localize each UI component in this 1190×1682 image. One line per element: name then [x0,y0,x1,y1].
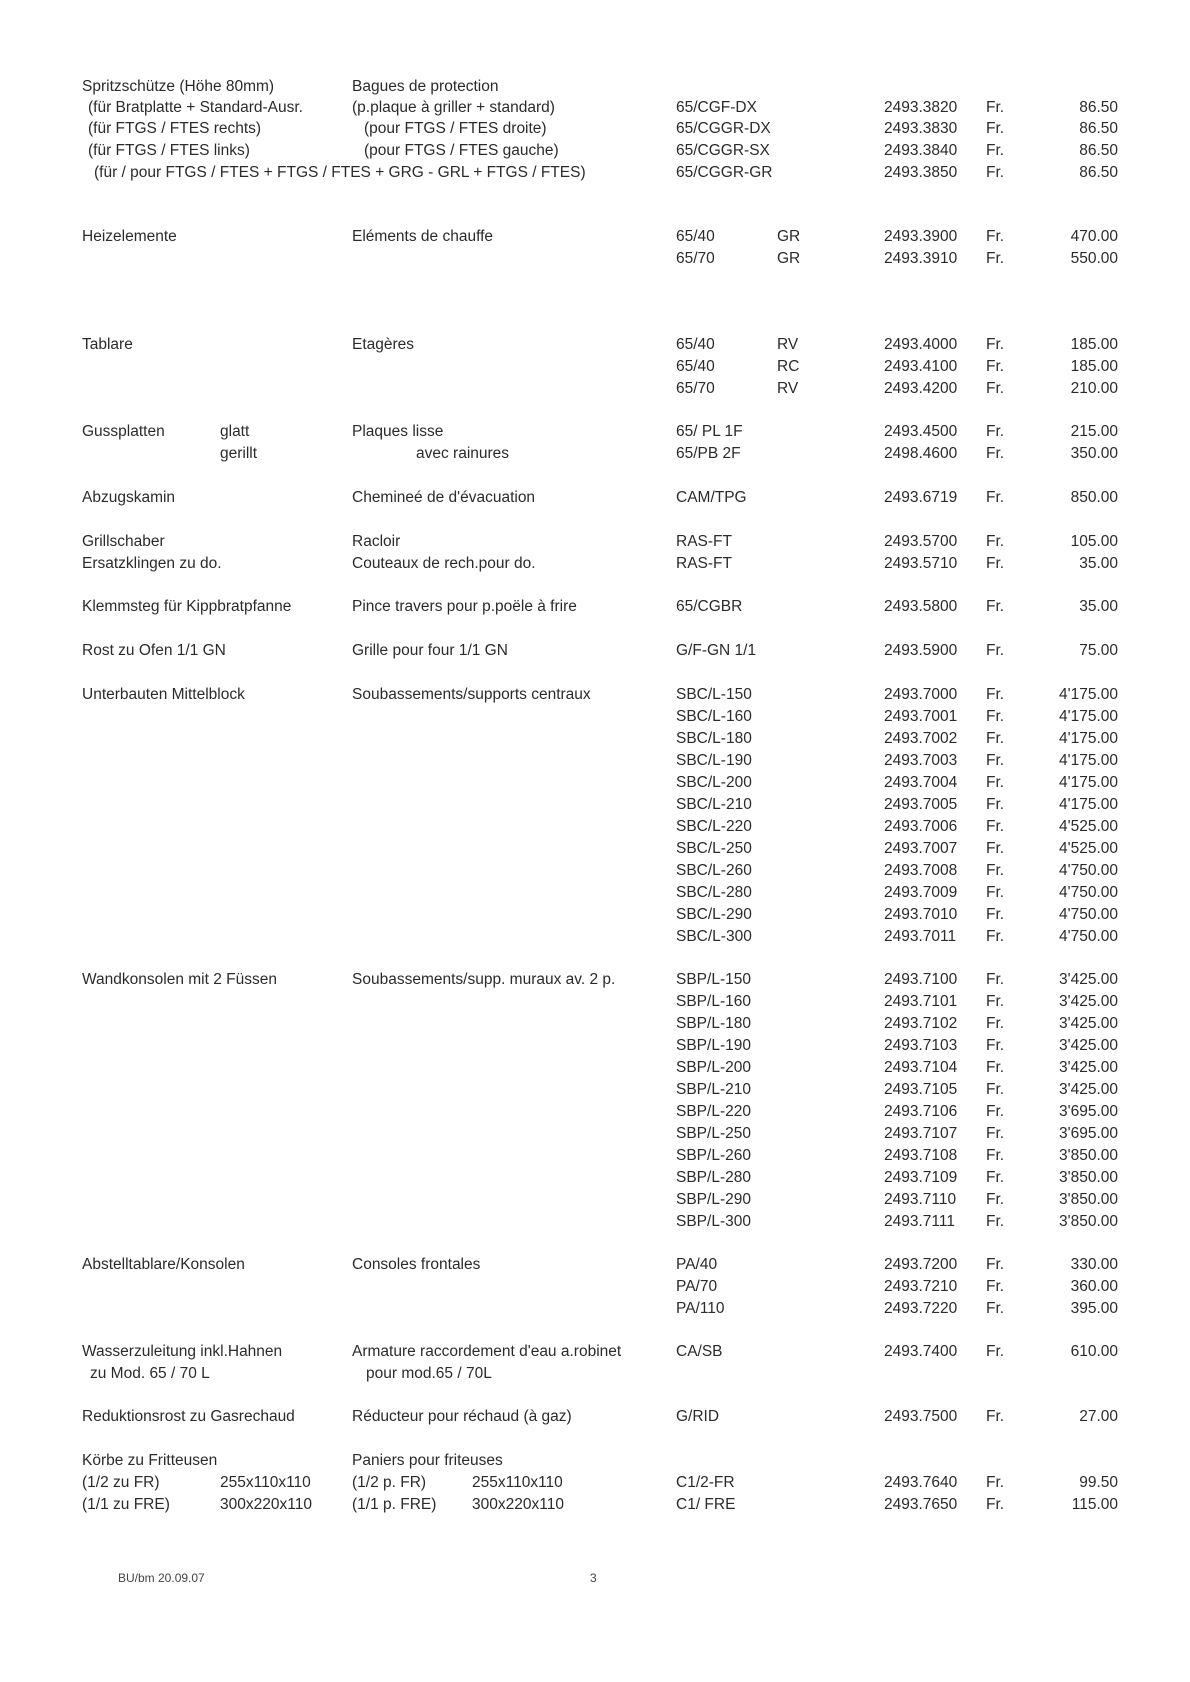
cell-cur: Fr. [986,993,1005,1010]
table-row [0,1472,1190,1494]
cell-mod: PA/70 [676,1278,718,1295]
table-row [0,1254,1190,1276]
cell-mod: SBC/L-220 [676,818,752,835]
cell-mod: SBC/L-200 [676,774,752,791]
cell-cur: Fr. [986,796,1005,813]
cell-price: 3'850.00 [1059,1213,1118,1230]
cell-mod: SBP/L-260 [676,1147,751,1164]
cell-price: 330.00 [1070,1256,1118,1273]
footer-reference: BU/bm 20.09.07 [118,1571,205,1585]
cell-cur: Fr. [986,445,1005,462]
cell-mod: SBP/L-280 [676,1169,751,1186]
cell-price: 3'425.00 [1059,1037,1118,1054]
cell-fr2: 300x220x110 [472,1496,564,1513]
table-row [0,706,1190,728]
cell-cur: Fr. [986,1300,1005,1317]
cell-price: 4'175.00 [1059,752,1118,769]
table-row [0,378,1190,400]
table-row [0,443,1190,465]
cell-art: 2493.3840 [884,142,958,159]
cell-price: 550.00 [1070,250,1118,267]
cell-mod: SBP/L-290 [676,1191,751,1208]
cell-fr2: 255x110x110 [472,1474,563,1491]
cell-var: RV [777,336,799,353]
cell-de2: 255x110x110 [220,1474,311,1491]
cell-mod: SBC/L-180 [676,730,752,747]
cell-art: 2493.7107 [884,1125,958,1142]
cell-de: Rost zu Ofen 1/1 GN [82,642,226,659]
cell-mod: SBC/L-160 [676,708,752,725]
cell-price: 4'175.00 [1059,774,1118,791]
cell-mod: 65/PB 2F [676,445,741,462]
table-row [0,248,1190,270]
cell-mod: SBC/L-280 [676,884,752,901]
cell-art: 2493.4100 [884,358,958,375]
cell-price: 99.50 [1079,1474,1118,1491]
table-row [0,1494,1190,1516]
cell-cur: Fr. [986,928,1005,945]
cell-price: 210.00 [1070,380,1118,397]
cell-mod: SBC/L-250 [676,840,752,857]
cell-de: (für FTGS / FTES links) [88,142,250,159]
cell-mod: 65/CGBR [676,598,743,615]
cell-cur: Fr. [986,555,1005,572]
cell-price: 215.00 [1070,423,1118,440]
cell-art: 2493.7103 [884,1037,958,1054]
cell-de: Grillschaber [82,533,165,550]
cell-mod: RAS-FT [676,555,732,572]
cell-art: 2493.3910 [884,250,958,267]
cell-price: 35.00 [1079,598,1118,615]
cell-price: 4'175.00 [1059,708,1118,725]
table-row [0,140,1190,162]
cell-de: Ersatzklingen zu do. [82,555,222,572]
cell-mod: G/F-GN 1/1 [676,642,757,659]
cell-cur: Fr. [986,250,1005,267]
cell-de: zu Mod. 65 / 70 L [90,1365,210,1382]
cell-price: 4'175.00 [1059,796,1118,813]
cell-fr: Etagères [352,336,415,353]
table-row [0,1079,1190,1101]
cell-mod: SBP/L-180 [676,1015,751,1032]
cell-art: 2498.4600 [884,445,958,462]
cell-cur: Fr. [986,1147,1005,1164]
cell-cur: Fr. [986,164,1005,181]
cell-price: 75.00 [1079,642,1118,659]
cell-var: GR [777,228,801,245]
cell-de: (für FTGS / FTES rechts) [88,120,262,137]
cell-art: 2493.4500 [884,423,958,440]
cell-art: 2493.7400 [884,1343,958,1360]
cell-art: 2493.7650 [884,1496,958,1513]
cell-price: 3'695.00 [1059,1103,1118,1120]
cell-de: Heizelemente [82,228,177,245]
cell-fr: Eléments de chauffe [352,228,494,245]
cell-cur: Fr. [986,533,1005,550]
cell-price: 3'850.00 [1059,1169,1118,1186]
table-row [0,1211,1190,1233]
cell-price: 115.00 [1071,1496,1118,1513]
table-row [0,118,1190,140]
cell-mod: SBP/L-220 [676,1103,751,1120]
cell-cur: Fr. [986,1103,1005,1120]
cell-art: 2493.7102 [884,1015,958,1032]
cell-mod: SBC/L-260 [676,862,752,879]
cell-cur: Fr. [986,142,1005,159]
cell-mod: SBP/L-190 [676,1037,751,1054]
cell-de: Gussplatten [82,423,165,440]
cell-cur: Fr. [986,730,1005,747]
cell-price: 470.00 [1070,228,1118,245]
cell-art: 2493.7109 [884,1169,958,1186]
table-row [0,772,1190,794]
cell-cur: Fr. [986,971,1005,988]
table-row [0,794,1190,816]
cell-mod: 65/CGGR-SX [676,142,770,159]
cell-fr: Paniers pour friteuses [352,1452,503,1469]
table-row [0,356,1190,378]
cell-cur: Fr. [986,906,1005,923]
table-row [0,991,1190,1013]
table-row [0,531,1190,553]
cell-de: Wandkonsolen mit 2 Füssen [82,971,277,988]
cell-art: 2493.7007 [884,840,958,857]
cell-fr: Bagues de protection [352,78,499,95]
cell-fr: Plaques lisse [352,423,444,440]
cell-mod: 65/CGF-DX [676,99,757,116]
table-row [0,553,1190,575]
cell-art: 2493.5900 [884,642,958,659]
cell-fr: (pour FTGS / FTES droite) [364,120,547,137]
cell-fr: Chemineé de d'évacuation [352,489,536,506]
cell-mod: SBP/L-210 [676,1081,751,1098]
cell-cur: Fr. [986,752,1005,769]
cell-cur: Fr. [986,840,1005,857]
cell-price: 360.00 [1070,1278,1118,1295]
table-row [0,1276,1190,1298]
cell-price: 27.00 [1079,1408,1118,1425]
cell-mod: SBP/L-160 [676,993,751,1010]
cell-mod: SBC/L-290 [676,906,752,923]
cell-cur: Fr. [986,1081,1005,1098]
table-row [0,1341,1190,1363]
cell-art: 2493.3900 [884,228,958,245]
cell-price: 3'850.00 [1059,1191,1118,1208]
table-row [0,1101,1190,1123]
cell-mod: SBP/L-200 [676,1059,751,1076]
cell-art: 2493.5800 [884,598,958,615]
cell-art: 2493.7100 [884,971,958,988]
cell-cur: Fr. [986,1037,1005,1054]
cell-fr: Armature raccordement d'eau a.robinet [352,1343,622,1360]
cell-price: 395.00 [1070,1300,1118,1317]
cell-var: RC [777,358,800,375]
cell-de: (1/2 zu FR) [82,1474,160,1491]
table-row [0,162,1190,184]
table-row [0,640,1190,662]
cell-art: 2493.3830 [884,120,958,137]
cell-art: 2493.7003 [884,752,958,769]
table-row [0,1167,1190,1189]
cell-art: 2493.7111 [884,1213,955,1230]
table-row [0,750,1190,772]
cell-fr: (p.plaque à griller + standard) [352,99,555,116]
table-row [0,838,1190,860]
table-row [0,1057,1190,1079]
cell-mod: 65/CGGR-GR [676,164,773,181]
cell-art: 2493.7110 [884,1191,957,1208]
cell-mod: G/RID [676,1408,720,1425]
cell-mod: 65/CGGR-DX [676,120,771,137]
table-row [0,226,1190,248]
table-row [0,1298,1190,1320]
cell-mod: SBP/L-250 [676,1125,751,1142]
cell-art: 2493.7210 [884,1278,958,1295]
cell-cur: Fr. [986,489,1005,506]
cell-fr: Soubassements/supp. muraux av. 2 p. [352,971,616,988]
cell-cur: Fr. [986,1343,1005,1360]
cell-price: 105.00 [1070,533,1118,550]
cell-price: 4'750.00 [1059,862,1118,879]
page-number: 3 [590,1571,597,1585]
cell-cur: Fr. [986,99,1005,116]
table-row [0,1406,1190,1428]
cell-art: 2493.7005 [884,796,958,813]
cell-art: 2493.5700 [884,533,958,550]
table-row [0,1189,1190,1211]
cell-art: 2493.7220 [884,1300,958,1317]
cell-fr: Réducteur pour réchaud (à gaz) [352,1408,572,1425]
cell-price: 4'750.00 [1059,928,1118,945]
cell-art: 2493.5710 [884,555,958,572]
table-row [0,926,1190,948]
table-row [0,684,1190,706]
cell-de: Tablare [82,336,133,353]
cell-art: 2493.7200 [884,1256,958,1273]
table-row [0,904,1190,926]
cell-de2: gerillt [220,445,258,462]
cell-fr: Soubassements/supports centraux [352,686,591,703]
cell-art: 2493.7106 [884,1103,958,1120]
cell-cur: Fr. [986,1278,1005,1295]
cell-art: 2493.7500 [884,1408,958,1425]
cell-cur: Fr. [986,862,1005,879]
cell-cur: Fr. [986,686,1005,703]
cell-fr: Pince travers pour p.poële à frire [352,598,577,615]
cell-price: 86.50 [1079,142,1118,159]
cell-fr: Consoles frontales [352,1256,481,1273]
table-row [0,1363,1190,1385]
cell-price: 610.00 [1070,1343,1118,1360]
cell-mod: CA/SB [676,1343,723,1360]
cell-mod: SBP/L-150 [676,971,751,988]
cell-fr: pour mod.65 / 70L [366,1365,492,1382]
cell-de: Klemmsteg für Kippbratpfanne [82,598,292,615]
table-row [0,596,1190,618]
cell-art: 2493.4000 [884,336,958,353]
cell-price: 3'425.00 [1059,1081,1118,1098]
cell-mod: SBC/L-190 [676,752,752,769]
cell-price: 86.50 [1079,120,1118,137]
cell-price: 4'175.00 [1059,730,1118,747]
cell-price: 3'425.00 [1059,1015,1118,1032]
cell-art: 2493.7002 [884,730,958,747]
table-row [0,969,1190,991]
cell-mod: 65/40 [676,228,715,245]
cell-price: 3'695.00 [1059,1125,1118,1142]
cell-price: 4'750.00 [1059,906,1118,923]
cell-cur: Fr. [986,708,1005,725]
cell-art: 2493.7010 [884,906,958,923]
table-row [0,76,1190,98]
cell-cur: Fr. [986,1256,1005,1273]
table-row [0,421,1190,443]
cell-mod: RAS-FT [676,533,732,550]
cell-mod: PA/40 [676,1256,718,1273]
cell-cur: Fr. [986,1125,1005,1142]
cell-art: 2493.7009 [884,884,958,901]
cell-price: 35.00 [1079,555,1118,572]
cell-de: Abstelltablare/Konsolen [82,1256,245,1273]
cell-cur: Fr. [986,1213,1005,1230]
table-row [0,728,1190,750]
cell-de: Unterbauten Mittelblock [82,686,245,703]
cell-fr: (1/2 p. FR) [352,1474,427,1491]
cell-de2: glatt [220,423,250,440]
table-row [0,1145,1190,1167]
table-row [0,1013,1190,1035]
cell-cur: Fr. [986,1191,1005,1208]
cell-mod: C1/2-FR [676,1474,735,1491]
cell-fr: Grille pour four 1/1 GN [352,642,508,659]
cell-cur: Fr. [986,336,1005,353]
cell-cur: Fr. [986,598,1005,615]
table-row [0,334,1190,356]
cell-var: RV [777,380,799,397]
cell-price: 3'850.00 [1059,1147,1118,1164]
cell-art: 2493.4200 [884,380,958,397]
cell-mod: SBC/L-210 [676,796,752,813]
cell-price: 185.00 [1070,336,1118,353]
cell-mod: 65/40 [676,358,715,375]
cell-art: 2493.3820 [884,99,958,116]
cell-fr: Racloir [352,533,401,550]
cell-fr2: avec rainures [416,445,510,462]
cell-var: GR [777,250,801,267]
cell-price: 86.50 [1079,99,1118,116]
cell-art: 2493.7105 [884,1081,958,1098]
cell-de: (für / pour FTGS / FTES + FTGS / FTES + GRG - GRL + FTGS / FTES) [94,164,586,181]
cell-art: 2493.7640 [884,1474,958,1491]
cell-price: 850.00 [1070,489,1118,506]
table-row [0,1450,1190,1472]
table-row [0,860,1190,882]
cell-art: 2493.7101 [884,993,958,1010]
cell-cur: Fr. [986,1169,1005,1186]
cell-fr: (pour FTGS / FTES gauche) [364,142,559,159]
cell-price: 4'750.00 [1059,884,1118,901]
cell-art: 2493.7011 [884,928,957,945]
cell-art: 2493.7006 [884,818,958,835]
table-row [0,882,1190,904]
cell-de: Wasserzuleitung inkl.Hahnen [82,1343,283,1360]
cell-art: 2493.7108 [884,1147,958,1164]
cell-mod: PA/110 [676,1300,725,1317]
cell-de: Reduktionsrost zu Gasrechaud [82,1408,295,1425]
cell-de: Spritzschütze (Höhe 80mm) [82,78,275,95]
cell-mod: C1/ FRE [676,1496,736,1513]
cell-price: 86.50 [1079,164,1118,181]
cell-cur: Fr. [986,423,1005,440]
cell-price: 3'425.00 [1059,1059,1118,1076]
cell-art: 2493.6719 [884,489,958,506]
table-row [0,487,1190,509]
cell-cur: Fr. [986,120,1005,137]
cell-de: (1/1 zu FRE) [82,1496,170,1513]
cell-fr: (1/1 p. FRE) [352,1496,437,1513]
cell-art: 2493.7008 [884,862,958,879]
cell-de: Abzugskamin [82,489,176,506]
cell-de: Körbe zu Fritteusen [82,1452,218,1469]
cell-art: 2493.7000 [884,686,958,703]
cell-price: 3'425.00 [1059,993,1118,1010]
cell-price: 4'525.00 [1059,840,1118,857]
cell-cur: Fr. [986,1474,1005,1491]
table-row [0,1123,1190,1145]
cell-cur: Fr. [986,1496,1005,1513]
cell-de: (für Bratplatte + Standard-Ausr. [88,99,303,116]
cell-mod: 65/70 [676,380,715,397]
cell-mod: SBC/L-150 [676,686,752,703]
cell-mod: 65/70 [676,250,715,267]
cell-mod: SBP/L-300 [676,1213,751,1230]
cell-mod: CAM/TPG [676,489,747,506]
cell-art: 2493.7104 [884,1059,958,1076]
cell-price: 185.00 [1070,358,1118,375]
table-row [0,97,1190,119]
cell-cur: Fr. [986,1059,1005,1076]
cell-cur: Fr. [986,1015,1005,1032]
cell-price: 350.00 [1070,445,1118,462]
cell-mod: 65/ PL 1F [676,423,743,440]
cell-art: 2493.7004 [884,774,958,791]
cell-cur: Fr. [986,818,1005,835]
cell-price: 4'175.00 [1059,686,1118,703]
cell-fr: Couteaux de rech.pour do. [352,555,536,572]
table-row [0,816,1190,838]
cell-price: 3'425.00 [1059,971,1118,988]
cell-de2: 300x220x110 [220,1496,312,1513]
cell-art: 2493.7001 [884,708,958,725]
cell-cur: Fr. [986,358,1005,375]
cell-cur: Fr. [986,380,1005,397]
cell-mod: SBC/L-300 [676,928,752,945]
cell-cur: Fr. [986,1408,1005,1425]
cell-cur: Fr. [986,642,1005,659]
cell-cur: Fr. [986,884,1005,901]
cell-cur: Fr. [986,228,1005,245]
table-row [0,1035,1190,1057]
cell-art: 2493.3850 [884,164,958,181]
cell-mod: 65/40 [676,336,715,353]
cell-price: 4'525.00 [1059,818,1118,835]
cell-cur: Fr. [986,774,1005,791]
